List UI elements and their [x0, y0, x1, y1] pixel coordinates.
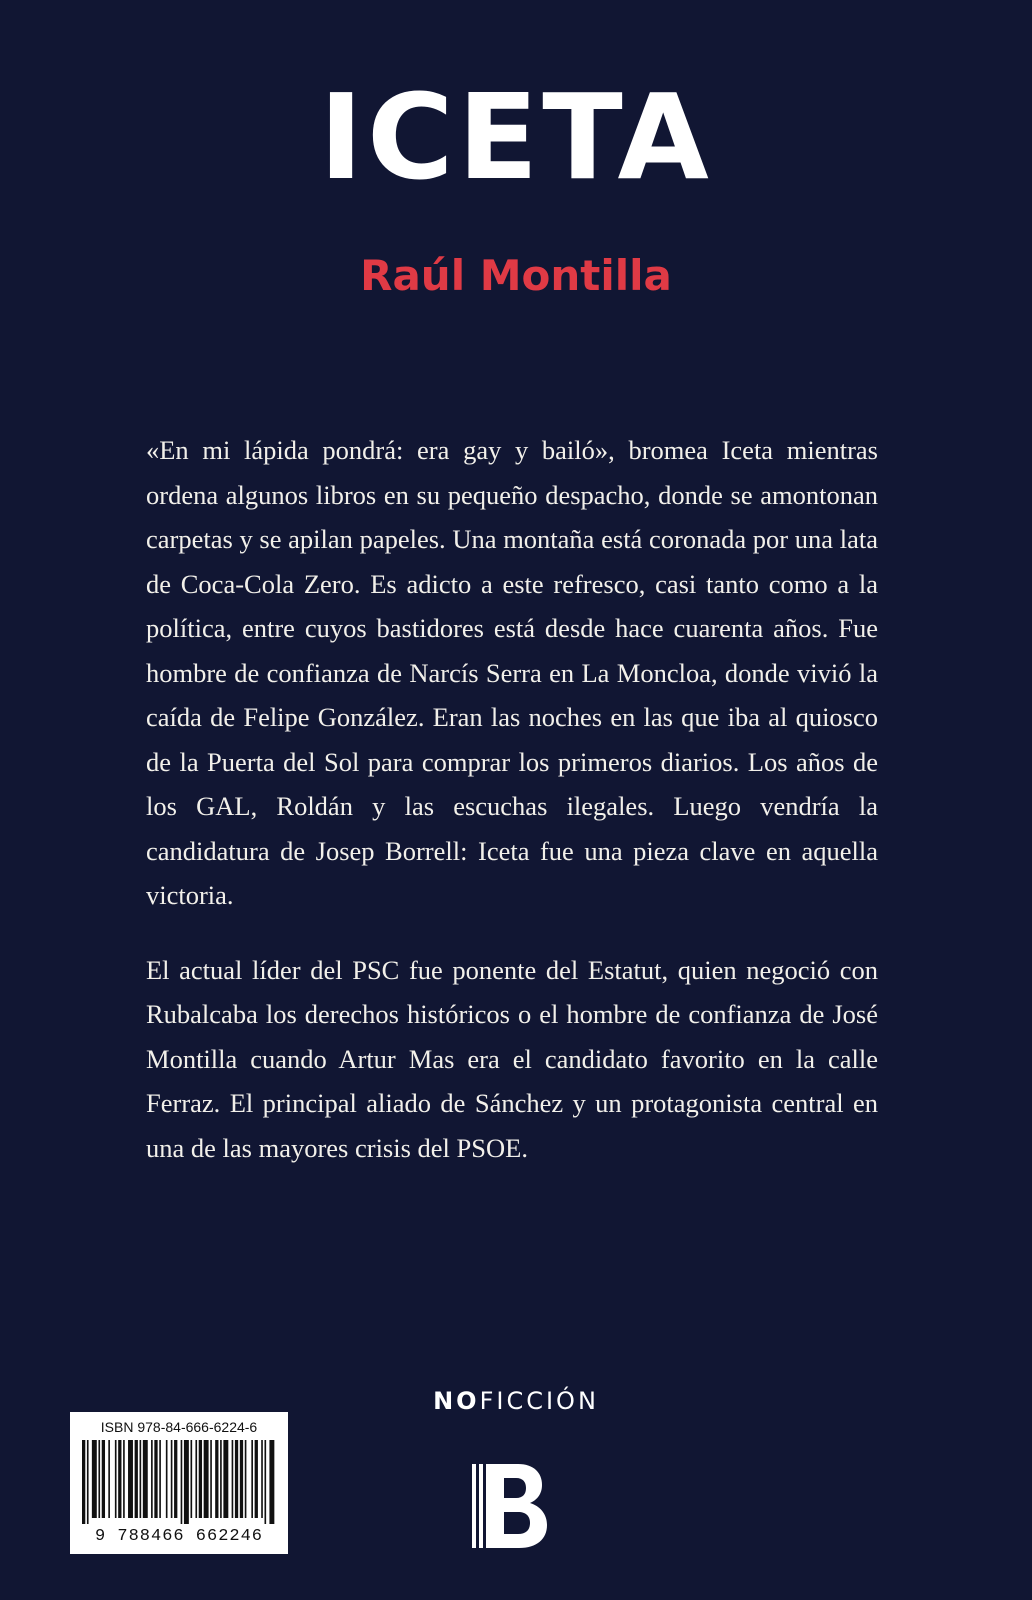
b-publisher-logo-icon	[472, 1464, 548, 1548]
barcode-bar	[181, 1440, 183, 1524]
barcode-bar	[184, 1440, 189, 1524]
barcode-bar	[123, 1440, 125, 1518]
barcode-bar	[232, 1440, 234, 1518]
barcode-bar	[215, 1440, 218, 1518]
barcode-bar	[264, 1440, 266, 1524]
barcode-bar	[166, 1440, 168, 1518]
barcode-bar	[240, 1440, 243, 1518]
barcode-bar	[174, 1440, 177, 1518]
blurb-paragraph: El actual líder del PSC fue ponente del Estatut, quien negoció con Rubalcaba los derechos históricos o el hombre de confianza de José Montilla cuando Artur Mas era el candidato favorito en la calle Ferraz. El principal aliado de Sánchez y un protagonista central en una de las mayores crisis del PSOE.	[146, 954, 878, 1163]
blurb	[146, 428, 878, 1200]
barcode-bar	[204, 1440, 209, 1518]
barcode-bar	[191, 1440, 193, 1518]
collection-label-regular: FICCIÓN	[479, 1387, 599, 1415]
barcode-bar	[140, 1440, 142, 1518]
barcode-bar	[223, 1440, 228, 1518]
barcode-bar	[199, 1440, 202, 1518]
barcode-bar	[220, 1440, 222, 1518]
barcode-bar	[87, 1440, 89, 1524]
barcode-bar	[210, 1440, 212, 1518]
book-title: ICETA	[319, 68, 713, 206]
barcode-digits: 9 788466 662246	[94, 1527, 264, 1546]
barcode-bar	[98, 1440, 100, 1518]
barcode-bar	[151, 1440, 153, 1518]
book-author: Raúl Montilla	[360, 251, 672, 300]
barcode-bar	[171, 1440, 173, 1518]
isbn-barcode-box	[70, 1412, 288, 1554]
barcode-bar	[235, 1440, 238, 1518]
barcode-bar	[251, 1440, 253, 1518]
blurb-paragraph: «En mi lápida pondrá: era gay y bailó», bromea Iceta mientras ordena algunos libros en su pequeño despacho, donde se amontonan carpetas y se apilan papeles. Una montaña está coronada por una lata de Coca-Cola Zero. Es adicto a este refresco, casi tanto como a la política, entre cuyos bastidores está desde hace cuarenta años. Fue hombre de confianza de Narcís Serra en La Moncloa, donde vivió la caída de Felipe González. Eran las noches en las que iba al quiosco de la Puerta del Sol para comprar los primeros diarios. Los años de los GAL, Roldán y las escuchas ilegales. Luego vendría la candidatura de Josep Borrell: Iceta fue una pieza clave en aquella victoria.	[146, 435, 878, 910]
barcode-bar	[159, 1440, 161, 1518]
barcode-bar	[143, 1440, 148, 1518]
isbn-label: ISBN 978-84-666-6224-6	[100, 1419, 258, 1435]
barcode-bar	[108, 1440, 110, 1518]
barcode-bar	[92, 1440, 97, 1518]
barcode-bar	[82, 1440, 85, 1524]
barcode-bar	[245, 1440, 247, 1518]
barcode-bar	[102, 1440, 105, 1518]
barcode-bar	[255, 1440, 258, 1518]
barcode-bar	[118, 1440, 121, 1518]
barcode-bar	[135, 1440, 138, 1518]
barcode-bar	[154, 1440, 157, 1518]
collection-label-bold: NO	[433, 1387, 480, 1415]
barcode-bar	[195, 1440, 197, 1518]
barcode-bar	[128, 1440, 133, 1518]
barcode-bar	[269, 1440, 274, 1524]
barcode-bar	[115, 1440, 117, 1518]
barcode-bar	[261, 1440, 263, 1518]
barcode-icon	[82, 1440, 276, 1524]
